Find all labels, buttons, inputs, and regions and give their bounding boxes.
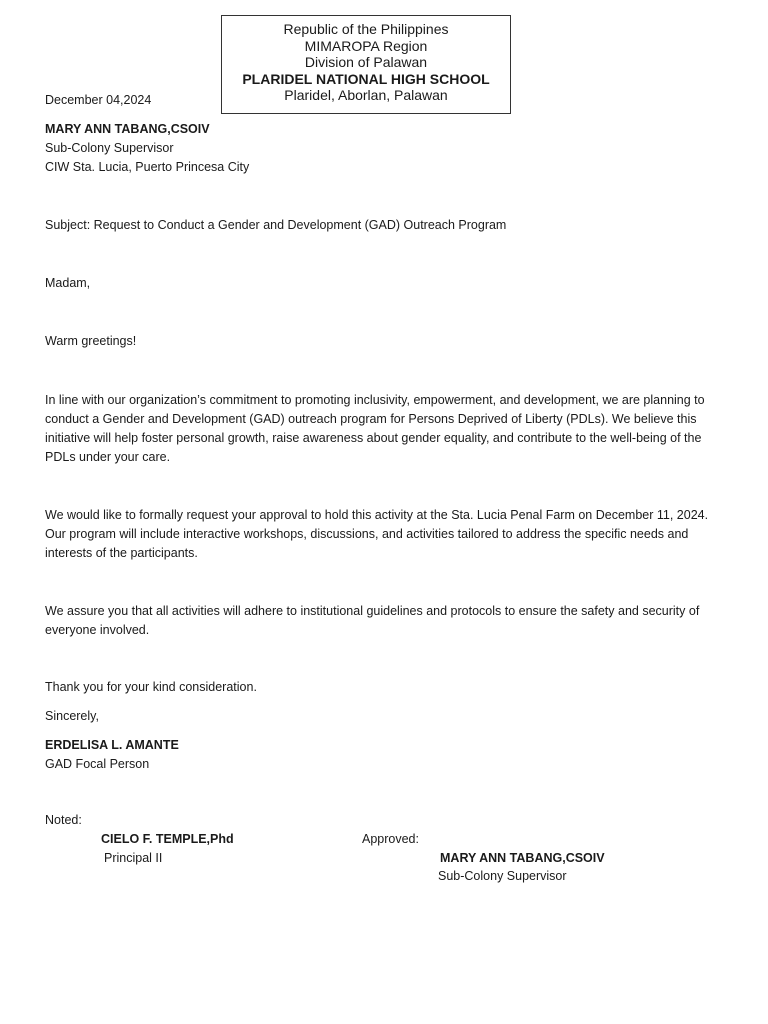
recipient-title: Sub-Colony Supervisor	[45, 141, 174, 155]
letterhead-school-name: PLARIDEL NATIONAL HIGH SCHOOL	[242, 70, 490, 87]
letter-date: December 04,2024	[45, 93, 152, 107]
letterhead-country: Republic of the Philippines	[283, 21, 449, 37]
letterhead-region: MIMAROPA Region	[304, 37, 428, 54]
letterhead-box	[221, 15, 511, 114]
sender-name: ERDELISA L. AMANTE	[45, 738, 179, 752]
greeting: Warm greetings!	[45, 334, 137, 348]
noted-name: CIELO F. TEMPLE,Phd	[101, 832, 234, 846]
approved-name: MARY ANN TABANG,CSOIV	[440, 851, 605, 865]
letterhead-division: Division of Palawan	[304, 54, 428, 70]
approved-label: Approved:	[362, 832, 419, 846]
noted-label: Noted:	[45, 813, 82, 827]
body-paragraph-1: In line with our organization’s commitment to promoting inclusivity, empowerment, and development, we are planning to conduct a Gender and Development (GAD) outreach program for Persons Deprived of Liberty (PDLs). We believe this initiative will help foster personal growth, raise awareness about gender equality, and contribute to the well-being of the PDLs under your care.	[45, 393, 705, 464]
sender-title: GAD Focal Person	[45, 757, 150, 771]
noted-title: Principal II	[104, 851, 163, 865]
thanks-line: Thank you for your kind consideration.	[45, 680, 257, 694]
recipient-name: MARY ANN TABANG,CSOIV	[45, 122, 210, 136]
letter-subject: Subject: Request to Conduct a Gender and Development (GAD) Outreach Program	[45, 218, 507, 232]
body-paragraph-3: We assure you that all activities will adhere to institutional guidelines and protocols to ensure the safety and security of everyone involved.	[45, 604, 700, 637]
recipient-office: CIW Sta. Lucia, Puerto Princesa City	[45, 160, 250, 174]
body-paragraph-2: We would like to formally request your approval to hold this activity at the Sta. Lucia Penal Farm on December 11, 2024. Our program will include interactive workshops, discussions, and activities tailored to address the specific needs and interests of the participants.	[45, 508, 709, 560]
closing: Sincerely,	[45, 709, 99, 723]
letterhead-address: Plaridel, Aborlan, Palawan	[284, 87, 448, 103]
approved-title: Sub-Colony Supervisor	[438, 869, 567, 883]
salutation: Madam,	[45, 276, 91, 290]
